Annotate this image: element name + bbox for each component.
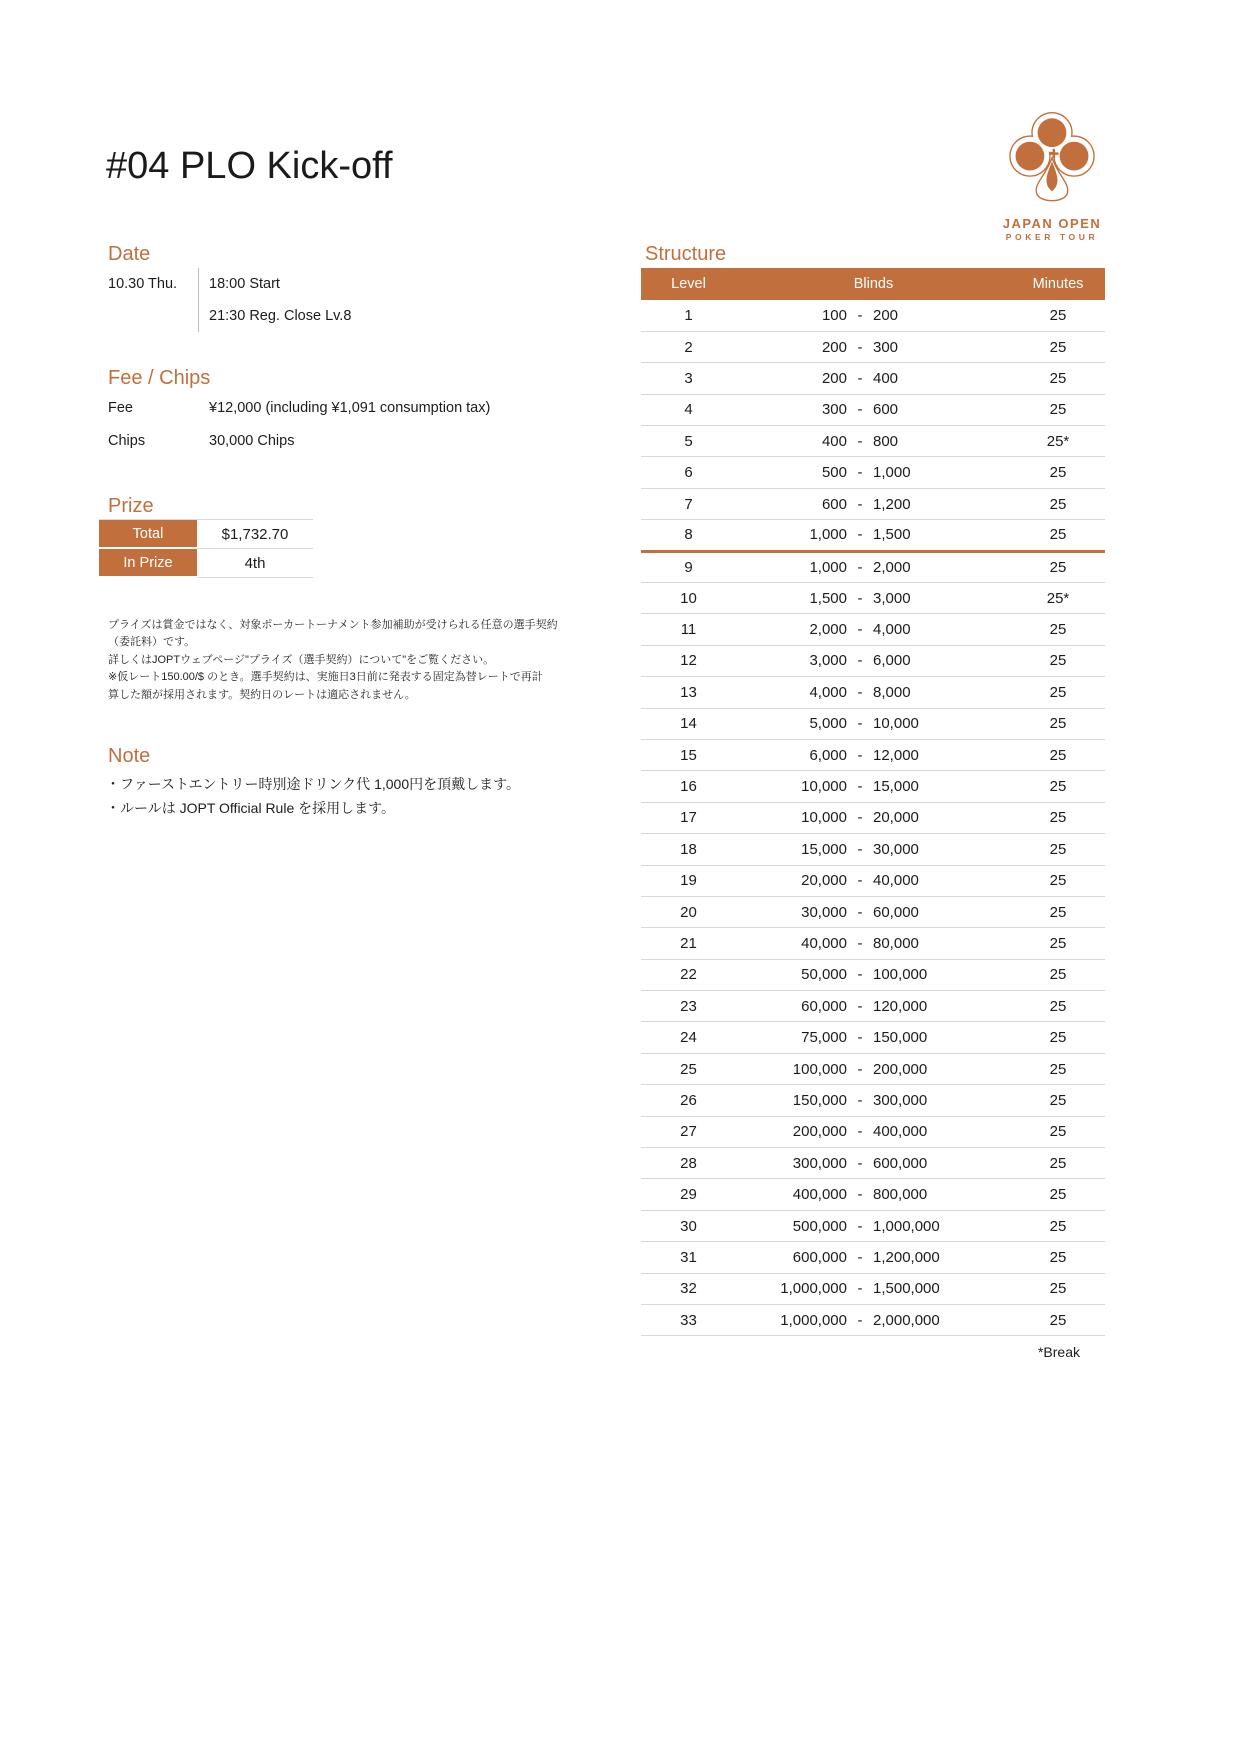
blinds-separator: - <box>857 1123 863 1141</box>
minutes-cell: 25 <box>1011 1210 1105 1241</box>
big-blind: 80,000 <box>873 935 919 952</box>
small-blind: 3,000 <box>809 652 847 670</box>
date-divider <box>198 268 199 332</box>
minutes-cell: 25 <box>1011 802 1105 833</box>
level-cell: 6 <box>641 457 736 488</box>
structure-row <box>641 488 1105 519</box>
level-cell: 18 <box>641 834 736 865</box>
blinds-cell <box>736 645 1011 676</box>
minutes-cell: 25 <box>1011 1179 1105 1210</box>
big-blind: 400,000 <box>873 1123 928 1141</box>
blinds-separator: - <box>857 903 863 921</box>
structure-row <box>641 1148 1105 1179</box>
small-blind: 300,000 <box>792 1154 847 1172</box>
structure-row <box>641 1273 1105 1304</box>
big-blind: 1,200 <box>873 495 911 513</box>
blinds-cell <box>736 991 1011 1022</box>
minutes-cell: 25 <box>1011 865 1105 896</box>
minutes-cell: 25 <box>1011 708 1105 739</box>
minutes-cell: 25 <box>1011 677 1105 708</box>
level-cell: 4 <box>641 394 736 425</box>
big-blind: 6,000 <box>873 652 911 670</box>
structure-row <box>641 928 1105 959</box>
blinds-cell <box>736 300 1011 331</box>
column-header-minutes: Minutes <box>1011 268 1105 300</box>
disclaimer-line: プライズは賞金ではなく、対象ポーカートーナメント参加補助が受けられる任意の選手契約 <box>108 619 558 631</box>
level-cell: 12 <box>641 645 736 676</box>
date-time-start: 18:00 Start <box>209 276 280 292</box>
minutes-cell: 25 <box>1011 928 1105 959</box>
note-heading: Note <box>108 745 151 767</box>
level-cell: 20 <box>641 896 736 927</box>
big-blind: 150,000 <box>873 1029 928 1047</box>
chips-value: 30,000 Chips <box>209 433 295 449</box>
structure-row <box>641 1242 1105 1273</box>
minutes-cell: 25 <box>1011 1305 1105 1336</box>
minutes-cell: 25 <box>1011 834 1105 865</box>
small-blind: 5,000 <box>809 715 847 733</box>
blinds-cell <box>736 1210 1011 1241</box>
page-title: #04 PLO Kick-off <box>106 145 393 187</box>
structure-row <box>641 520 1105 551</box>
break-footnote: *Break <box>1037 1344 1080 1360</box>
structure-row <box>641 331 1105 362</box>
blinds-cell <box>736 394 1011 425</box>
blinds-separator: - <box>857 401 863 419</box>
level-cell: 5 <box>641 426 736 457</box>
note-item: ・ファーストエントリー時別途ドリンク代 1,000円を頂戴します。 <box>106 776 520 792</box>
structure-row <box>641 426 1105 457</box>
structure-row <box>641 708 1105 739</box>
small-blind: 300 <box>821 401 847 419</box>
small-blind: 200 <box>821 369 847 387</box>
level-cell: 9 <box>641 551 736 582</box>
big-blind: 20,000 <box>873 809 919 827</box>
blinds-cell <box>736 1116 1011 1147</box>
blinds-separator: - <box>857 621 863 639</box>
date-time-regclose: 21:30 Reg. Close Lv.8 <box>209 308 352 324</box>
blinds-cell <box>736 771 1011 802</box>
blinds-separator: - <box>857 715 863 733</box>
level-cell: 17 <box>641 802 736 833</box>
structure-row <box>641 834 1105 865</box>
blinds-separator: - <box>857 997 863 1015</box>
small-blind: 40,000 <box>801 935 847 952</box>
structure-row <box>641 865 1105 896</box>
big-blind: 30,000 <box>873 840 919 858</box>
small-blind: 30,000 <box>801 903 847 921</box>
structure-row <box>641 771 1105 802</box>
level-cell: 11 <box>641 614 736 645</box>
prize-heading: Prize <box>108 495 154 517</box>
level-cell: 27 <box>641 1116 736 1147</box>
minutes-cell: 25 <box>1011 551 1105 582</box>
logo-text-primary: JAPAN OPEN <box>1002 216 1102 231</box>
structure-row <box>641 1022 1105 1053</box>
small-blind: 500 <box>821 464 847 482</box>
small-blind: 1,500 <box>809 589 847 607</box>
big-blind: 1,000 <box>873 464 911 482</box>
minutes-cell: 25 <box>1011 959 1105 990</box>
level-cell: 32 <box>641 1273 736 1304</box>
column-header-blinds: Blinds <box>736 268 1011 300</box>
small-blind: 2,000 <box>809 621 847 639</box>
blinds-cell <box>736 1085 1011 1116</box>
blinds-cell <box>736 708 1011 739</box>
big-blind: 1,000,000 <box>873 1217 940 1235</box>
level-cell: 13 <box>641 677 736 708</box>
big-blind: 800,000 <box>873 1186 928 1204</box>
level-cell: 24 <box>641 1022 736 1053</box>
blinds-cell <box>736 426 1011 457</box>
small-blind: 1,000 <box>809 526 847 544</box>
big-blind: 100,000 <box>873 966 928 984</box>
blinds-cell <box>736 959 1011 990</box>
blinds-cell <box>736 1242 1011 1273</box>
small-blind: 6,000 <box>809 746 847 764</box>
minutes-cell: 25 <box>1011 1053 1105 1084</box>
big-blind: 2,000,000 <box>873 1311 940 1329</box>
logo-text-secondary: POKER TOUR <box>1005 232 1099 242</box>
blinds-cell <box>736 457 1011 488</box>
blinds-separator: - <box>857 966 863 984</box>
blinds-separator: - <box>857 558 863 576</box>
level-cell: 30 <box>641 1210 736 1241</box>
blinds-cell <box>736 1273 1011 1304</box>
level-cell: 19 <box>641 865 736 896</box>
blinds-cell <box>736 488 1011 519</box>
structure-row <box>641 645 1105 676</box>
level-cell: 2 <box>641 331 736 362</box>
big-blind: 1,500 <box>873 526 911 544</box>
minutes-cell: 25 <box>1011 1148 1105 1179</box>
blinds-separator: - <box>857 746 863 764</box>
blinds-separator: - <box>857 840 863 858</box>
structure-row <box>641 1210 1105 1241</box>
structure-row <box>641 802 1105 833</box>
small-blind: 100 <box>821 306 847 324</box>
blinds-cell <box>736 363 1011 394</box>
minutes-cell: 25 <box>1011 394 1105 425</box>
small-blind: 4,000 <box>809 683 847 701</box>
fee-value: ¥12,000 (including ¥1,091 consumption tax) <box>209 400 491 416</box>
minutes-cell: 25 <box>1011 1116 1105 1147</box>
blinds-separator: - <box>857 1186 863 1204</box>
big-blind: 200,000 <box>873 1060 928 1078</box>
big-blind: 15,000 <box>873 778 919 796</box>
level-cell: 1 <box>641 300 736 331</box>
big-blind: 3,000 <box>873 589 911 607</box>
minutes-cell: 25* <box>1011 426 1105 457</box>
column-header-level: Level <box>641 268 736 300</box>
big-blind: 600 <box>873 401 899 419</box>
big-blind: 120,000 <box>873 997 928 1015</box>
date-heading: Date <box>108 243 151 265</box>
jopt-logo <box>1000 110 1104 242</box>
prize-row-value: 4th <box>197 549 313 578</box>
blinds-cell <box>736 739 1011 770</box>
blinds-cell <box>736 1022 1011 1053</box>
blinds-cell <box>736 896 1011 927</box>
prize-row-inprize <box>99 549 313 578</box>
minutes-cell: 25 <box>1011 520 1105 551</box>
date-day: 10.30 Thu. <box>108 276 178 292</box>
note-item: ・ルールは JOPT Official Rule を採用します。 <box>106 800 396 816</box>
blinds-separator: - <box>857 338 863 356</box>
big-blind: 200 <box>873 306 899 324</box>
blinds-cell <box>736 834 1011 865</box>
small-blind: 75,000 <box>801 1029 847 1047</box>
big-blind: 1,200,000 <box>873 1248 940 1266</box>
blinds-separator: - <box>857 369 863 387</box>
blinds-separator: - <box>857 652 863 670</box>
minutes-cell: 25 <box>1011 363 1105 394</box>
fee-label: Fee <box>108 400 133 416</box>
level-cell: 29 <box>641 1179 736 1210</box>
structure-row <box>641 739 1105 770</box>
minutes-cell: 25 <box>1011 1273 1105 1304</box>
structure-row <box>641 363 1105 394</box>
blinds-separator: - <box>857 778 863 796</box>
big-blind: 12,000 <box>873 746 919 764</box>
level-cell: 31 <box>641 1242 736 1273</box>
blinds-separator: - <box>857 1280 863 1298</box>
level-cell: 25 <box>641 1053 736 1084</box>
blinds-separator: - <box>857 1091 863 1109</box>
structure-row <box>641 1116 1105 1147</box>
minutes-cell: 25* <box>1011 583 1105 614</box>
small-blind: 400 <box>821 432 847 450</box>
prize-row-value: $1,732.70 <box>197 520 313 549</box>
blinds-cell <box>736 583 1011 614</box>
minutes-cell: 25 <box>1011 645 1105 676</box>
structure-row <box>641 551 1105 582</box>
small-blind: 1,000,000 <box>780 1280 847 1298</box>
prize-row-total <box>99 520 313 549</box>
minutes-cell: 25 <box>1011 771 1105 802</box>
small-blind: 150,000 <box>792 1091 847 1109</box>
big-blind: 400 <box>873 369 899 387</box>
small-blind: 500,000 <box>792 1217 847 1235</box>
structure-row <box>641 1305 1105 1336</box>
structure-row <box>641 300 1105 331</box>
blinds-cell <box>736 802 1011 833</box>
minutes-cell: 25 <box>1011 457 1105 488</box>
blinds-cell <box>736 1053 1011 1084</box>
prize-row-label: In Prize <box>99 549 197 576</box>
minutes-cell: 25 <box>1011 300 1105 331</box>
big-blind: 8,000 <box>873 683 911 701</box>
blinds-cell <box>736 1305 1011 1336</box>
big-blind: 300 <box>873 338 899 356</box>
level-cell: 23 <box>641 991 736 1022</box>
level-cell: 28 <box>641 1148 736 1179</box>
blinds-separator: - <box>857 872 863 890</box>
blinds-separator: - <box>857 935 863 952</box>
blinds-separator: - <box>857 1060 863 1078</box>
level-cell: 21 <box>641 928 736 959</box>
small-blind: 15,000 <box>801 840 847 858</box>
level-cell: 15 <box>641 739 736 770</box>
structure-row <box>641 1085 1105 1116</box>
minutes-cell: 25 <box>1011 488 1105 519</box>
small-blind: 20,000 <box>801 872 847 890</box>
small-blind: 10,000 <box>801 809 847 827</box>
structure-table <box>641 268 1105 1336</box>
minutes-cell: 25 <box>1011 331 1105 362</box>
small-blind: 400,000 <box>792 1186 847 1204</box>
blinds-separator: - <box>857 1311 863 1329</box>
blinds-cell <box>736 614 1011 645</box>
prize-row-label: Total <box>99 520 197 547</box>
structure-row <box>641 457 1105 488</box>
disclaimer-line: （委託料）です。 <box>108 636 196 649</box>
minutes-cell: 25 <box>1011 614 1105 645</box>
blinds-cell <box>736 520 1011 551</box>
minutes-cell: 25 <box>1011 739 1105 770</box>
blinds-separator: - <box>857 589 863 607</box>
big-blind: 300,000 <box>873 1091 928 1109</box>
blinds-cell <box>736 677 1011 708</box>
level-cell: 3 <box>641 363 736 394</box>
blinds-separator: - <box>857 683 863 701</box>
structure-heading: Structure <box>645 243 727 265</box>
structure-row <box>641 991 1105 1022</box>
minutes-cell: 25 <box>1011 1242 1105 1273</box>
minutes-cell: 25 <box>1011 1022 1105 1053</box>
small-blind: 600 <box>821 495 847 513</box>
club-icon <box>1000 110 1104 213</box>
disclaimer-line: ※仮レート150.00/$ のとき。選手契約は、実施日3日前に発表する固定為替レートで再計 <box>108 671 543 684</box>
level-cell: 14 <box>641 708 736 739</box>
structure-row <box>641 1053 1105 1084</box>
level-cell: 22 <box>641 959 736 990</box>
blinds-cell <box>736 331 1011 362</box>
big-blind: 10,000 <box>873 715 919 733</box>
big-blind: 4,000 <box>873 621 911 639</box>
disclaimer-line: 詳しくはJOPTウェブページ"プライズ（選手契約）について"をご覧ください。 <box>108 653 495 666</box>
big-blind: 1,500,000 <box>873 1280 940 1298</box>
level-cell: 10 <box>641 583 736 614</box>
big-blind: 600,000 <box>873 1154 928 1172</box>
small-blind: 600,000 <box>792 1248 847 1266</box>
level-cell: 33 <box>641 1305 736 1336</box>
structure-row <box>641 614 1105 645</box>
minutes-cell: 25 <box>1011 896 1105 927</box>
disclaimer-line: 算した額が採用されます。契約日のレートは適応されません。 <box>108 688 416 701</box>
structure-row <box>641 959 1105 990</box>
blinds-cell <box>736 1179 1011 1210</box>
structure-row <box>641 583 1105 614</box>
big-blind: 2,000 <box>873 558 911 576</box>
blinds-separator: - <box>857 1217 863 1235</box>
fee-chips-heading: Fee / Chips <box>108 367 211 389</box>
minutes-cell: 25 <box>1011 1085 1105 1116</box>
blinds-separator: - <box>857 809 863 827</box>
big-blind: 40,000 <box>873 872 919 890</box>
blinds-cell <box>736 1148 1011 1179</box>
blinds-separator: - <box>857 464 863 482</box>
small-blind: 1,000,000 <box>780 1311 847 1329</box>
structure-row <box>641 394 1105 425</box>
blinds-cell <box>736 928 1011 959</box>
prize-table <box>99 519 313 578</box>
blinds-separator: - <box>857 1248 863 1266</box>
blinds-separator: - <box>857 1154 863 1172</box>
small-blind: 200,000 <box>792 1123 847 1141</box>
structure-row <box>641 1179 1105 1210</box>
big-blind: 60,000 <box>873 903 919 921</box>
level-cell: 8 <box>641 520 736 551</box>
small-blind: 50,000 <box>801 966 847 984</box>
level-cell: 7 <box>641 488 736 519</box>
blinds-cell <box>736 865 1011 896</box>
big-blind: 800 <box>873 432 899 450</box>
small-blind: 1,000 <box>809 558 847 576</box>
small-blind: 60,000 <box>801 997 847 1015</box>
small-blind: 100,000 <box>792 1060 847 1078</box>
chips-label: Chips <box>108 433 146 449</box>
blinds-cell <box>736 551 1011 582</box>
structure-table-header <box>641 268 1105 300</box>
structure-row <box>641 896 1105 927</box>
blinds-separator: - <box>857 306 863 324</box>
small-blind: 200 <box>821 338 847 356</box>
blinds-separator: - <box>857 432 863 450</box>
small-blind: 10,000 <box>801 778 847 796</box>
structure-row <box>641 677 1105 708</box>
blinds-separator: - <box>857 526 863 544</box>
level-cell: 16 <box>641 771 736 802</box>
blinds-separator: - <box>857 1029 863 1047</box>
prize-disclaimer <box>108 617 558 704</box>
minutes-cell: 25 <box>1011 991 1105 1022</box>
level-cell: 26 <box>641 1085 736 1116</box>
blinds-separator: - <box>857 495 863 513</box>
